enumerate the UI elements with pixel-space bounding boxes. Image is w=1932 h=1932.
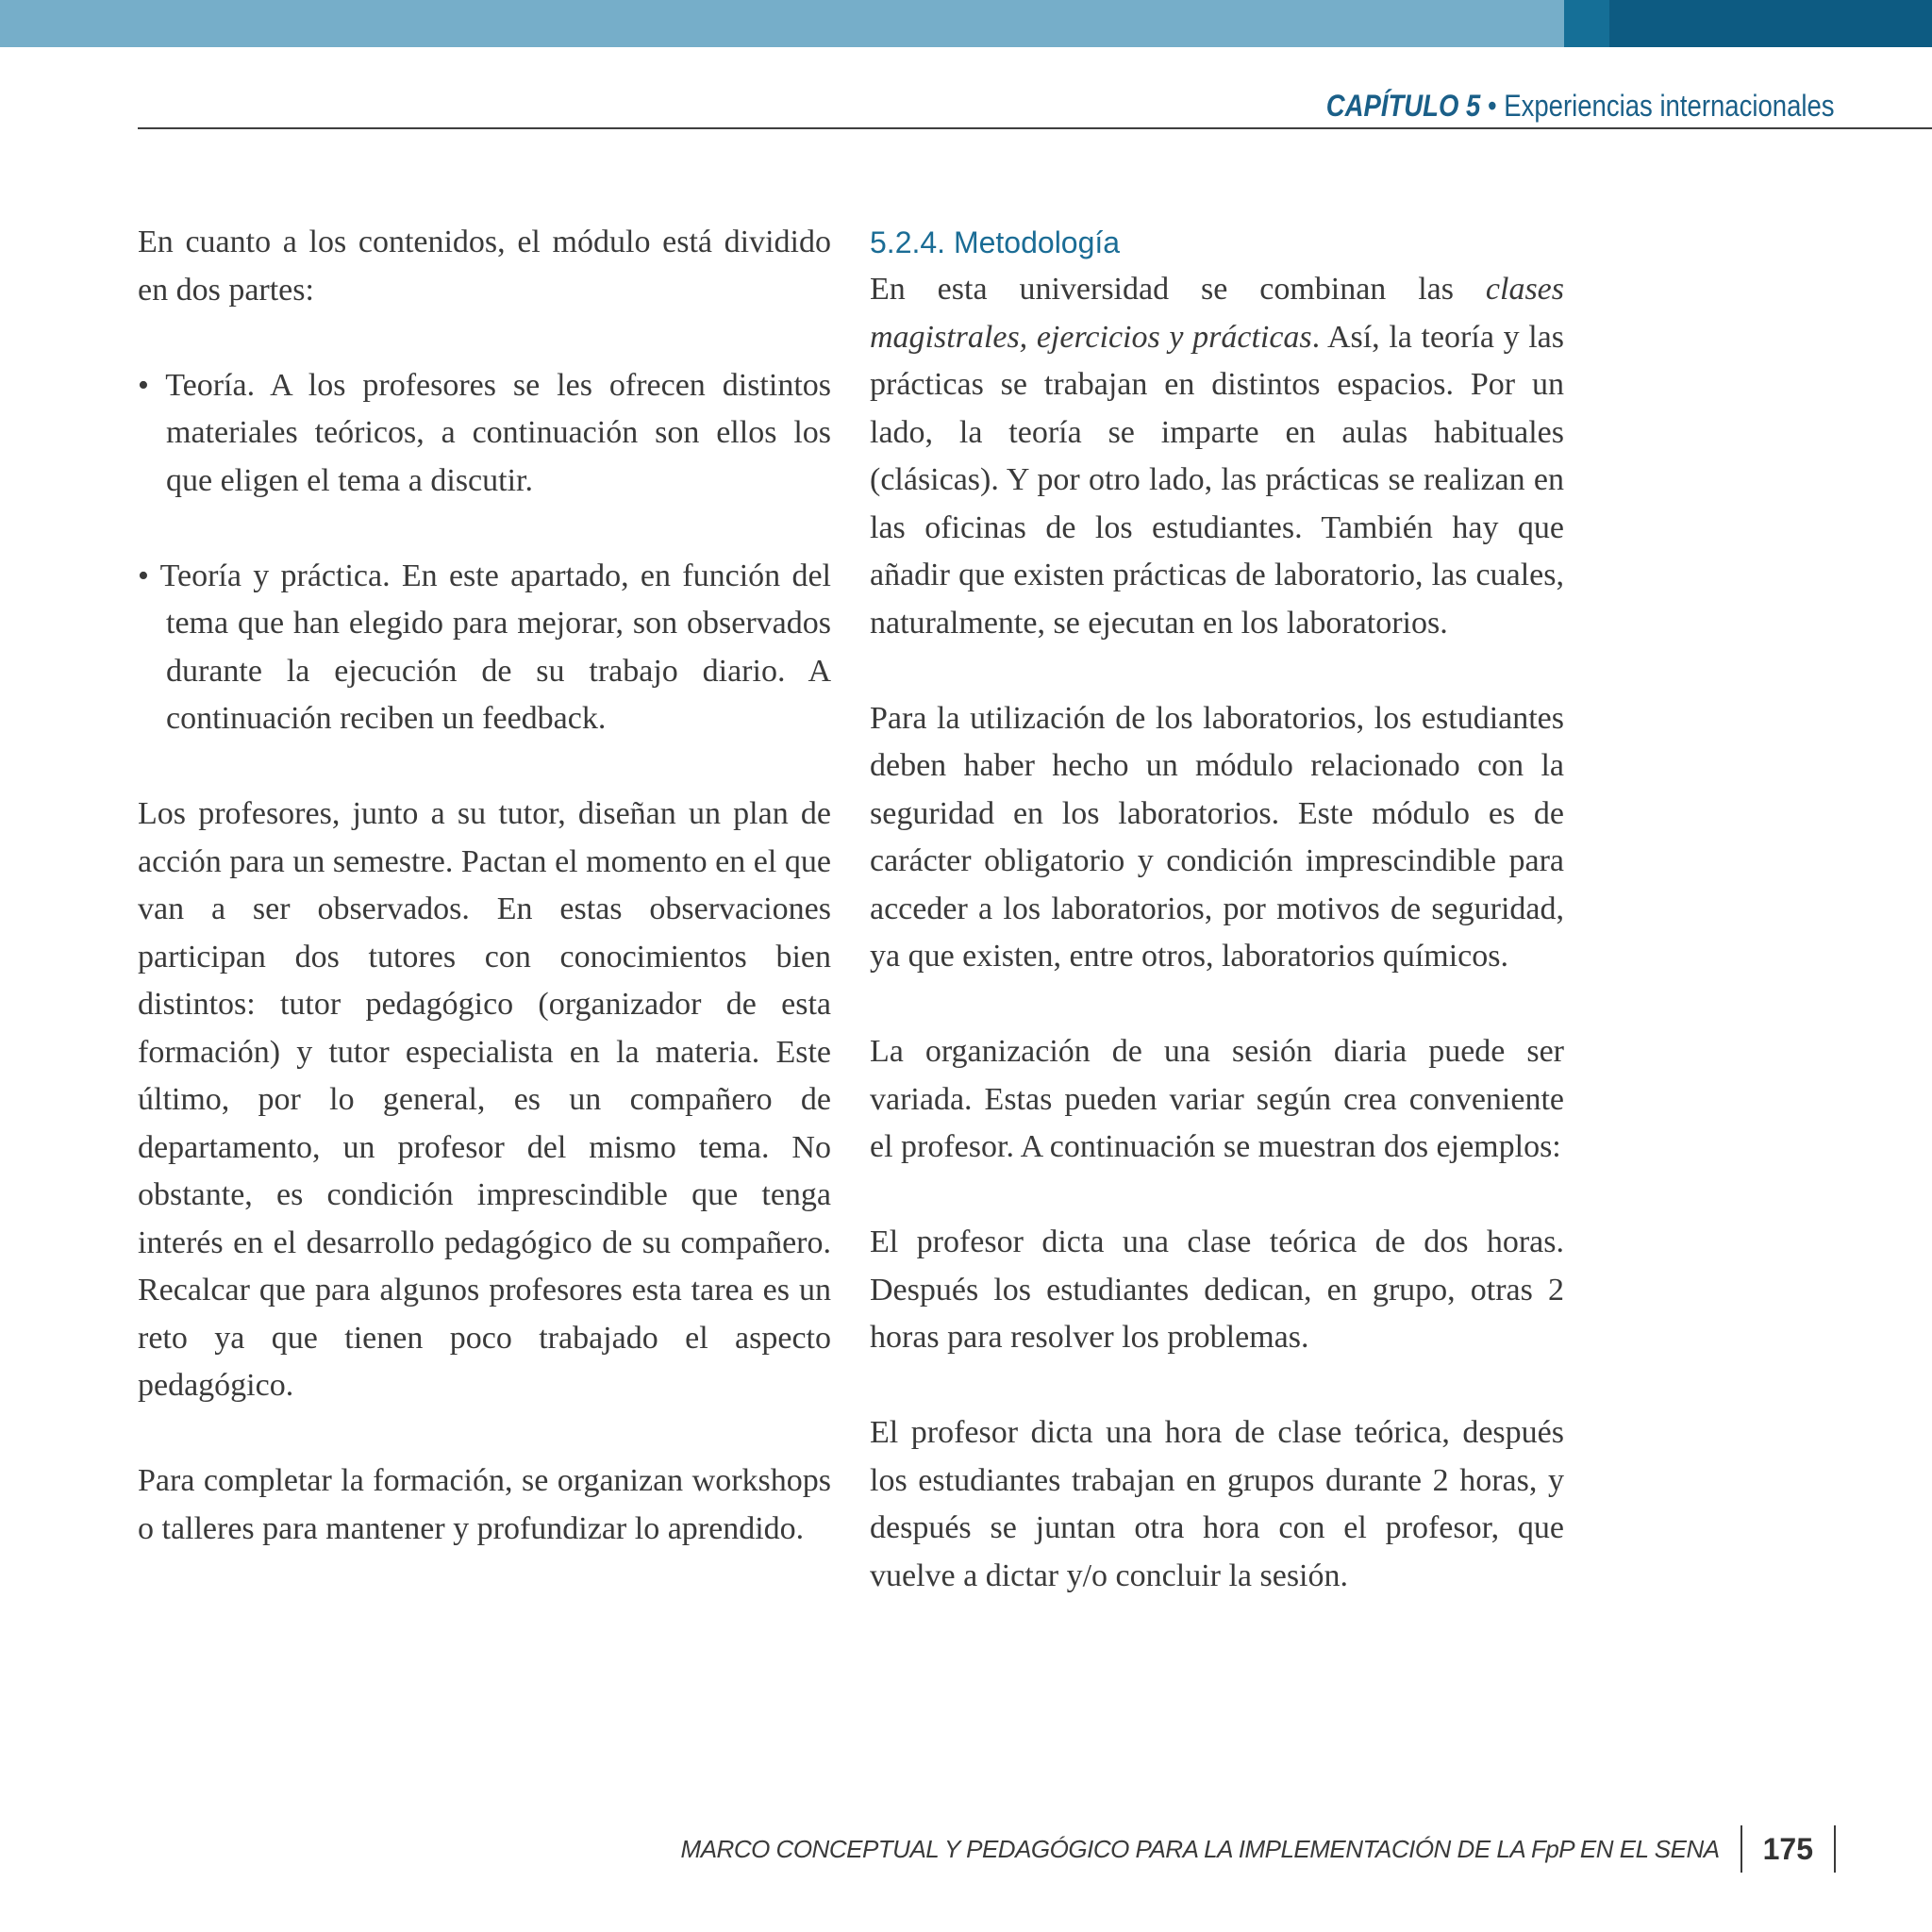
paragraph	[870, 266, 1564, 647]
publication-title: MARCO CONCEPTUAL Y PEDAGÓGICO PARA LA IMPLEMENTACIÓN DE LA FpP EN EL SENA	[680, 1834, 1720, 1863]
paragraph: Los profesores, junto a su tutor, diseñan un plan de acción para un semestre. Pactan el momento en el que van a ser observados. En estas observaciones participan dos tutores con conocimientos bien distintos: tutor pedagógico (organizador de esta formación) y tutor especialista en la materia. Este último, por lo general, es un compañero de departamento, un profesor del mismo tema. No obstante, es condición imprescindible que tenga interés en el desarrollo pedagógico de su compañero. Recalcar que para algunos profesores esta tarea es un reto ya que tienen poco trabajado el aspecto pedagógico.	[138, 796, 831, 1403]
page-footer	[681, 1821, 1836, 1877]
right-column	[870, 219, 1564, 1600]
top-color-band	[0, 0, 1932, 47]
emphasis-text: clases magistrales, ejercicios y prácticas	[870, 272, 1564, 355]
paragraph: El profesor dicta una clase teórica de dos horas. Después los estudiantes dedican, en grupo, otras 2 horas para resolver los problemas.	[870, 1224, 1564, 1355]
paragraph: Para la utilización de los laboratorios, los estudiantes deben haber hecho un módulo relacionado con la seguridad en los laboratorios. Este módulo es de carácter obligatorio y condición imprescindible para acceder a los laboratorios, por motivos de seguridad, ya que existen, entre otros, laboratorios químicos.	[870, 700, 1564, 974]
bullet-item: • Teoría y práctica. En este apartado, en función del tema que han elegido para mejorar, son observados durante la ejecución de su trabajo diario. A continuación reciben un feedback.	[138, 558, 831, 736]
page-number: 175	[1762, 1831, 1813, 1866]
text-run: En esta universidad se combinan las	[870, 272, 1486, 307]
left-column	[138, 219, 831, 1553]
bullet-item: • Teoría. A los profesores se les ofrecen distintos materiales teóricos, a continuación son ellos los que eligen el tema a discutir.	[138, 367, 831, 498]
section-title: 5.2.4. Metodología	[870, 225, 1121, 259]
header-rule	[138, 127, 1932, 129]
paragraph: Para completar la formación, se organizan workshops o talleres para mantener y profundizar lo aprendido.	[138, 1463, 831, 1546]
chapter-title: Experiencias internacionales	[1504, 89, 1835, 123]
paragraph: En cuanto a los contenidos, el módulo está dividido en dos partes:	[138, 225, 831, 308]
header-separator: •	[1480, 89, 1505, 123]
top-band-accent-light	[1564, 0, 1609, 47]
chapter-label: CAPÍTULO 5	[1326, 89, 1481, 123]
running-header	[1326, 89, 1835, 124]
text-run: . Así, la teoría y las prácticas se trabajan en distintos espacios. Por un lado, la teoría se imparte en aulas habituales (clásicas). Y por otro lado, las prácticas se realizan en las oficinas de los estudiantes. También hay que añadir que existen prácticas de laboratorio, las cuales, naturalmente, se ejecutan en los laboratorios.	[870, 319, 1564, 641]
footer-divider	[1834, 1825, 1836, 1873]
paragraph: El profesor dicta una hora de clase teórica, después los estudiantes trabajan en grupos durante 2 horas, y después se juntan otra hora con el profesor, que vuelve a dictar y/o concluir la sesión.	[870, 1415, 1564, 1593]
paragraph: La organización de una sesión diaria puede ser variada. Estas pueden variar según crea conveniente el profesor. A continuación se muestran dos ejemplos:	[870, 1034, 1564, 1164]
top-band-accent-dark	[1609, 0, 1932, 47]
footer-divider	[1740, 1825, 1742, 1873]
